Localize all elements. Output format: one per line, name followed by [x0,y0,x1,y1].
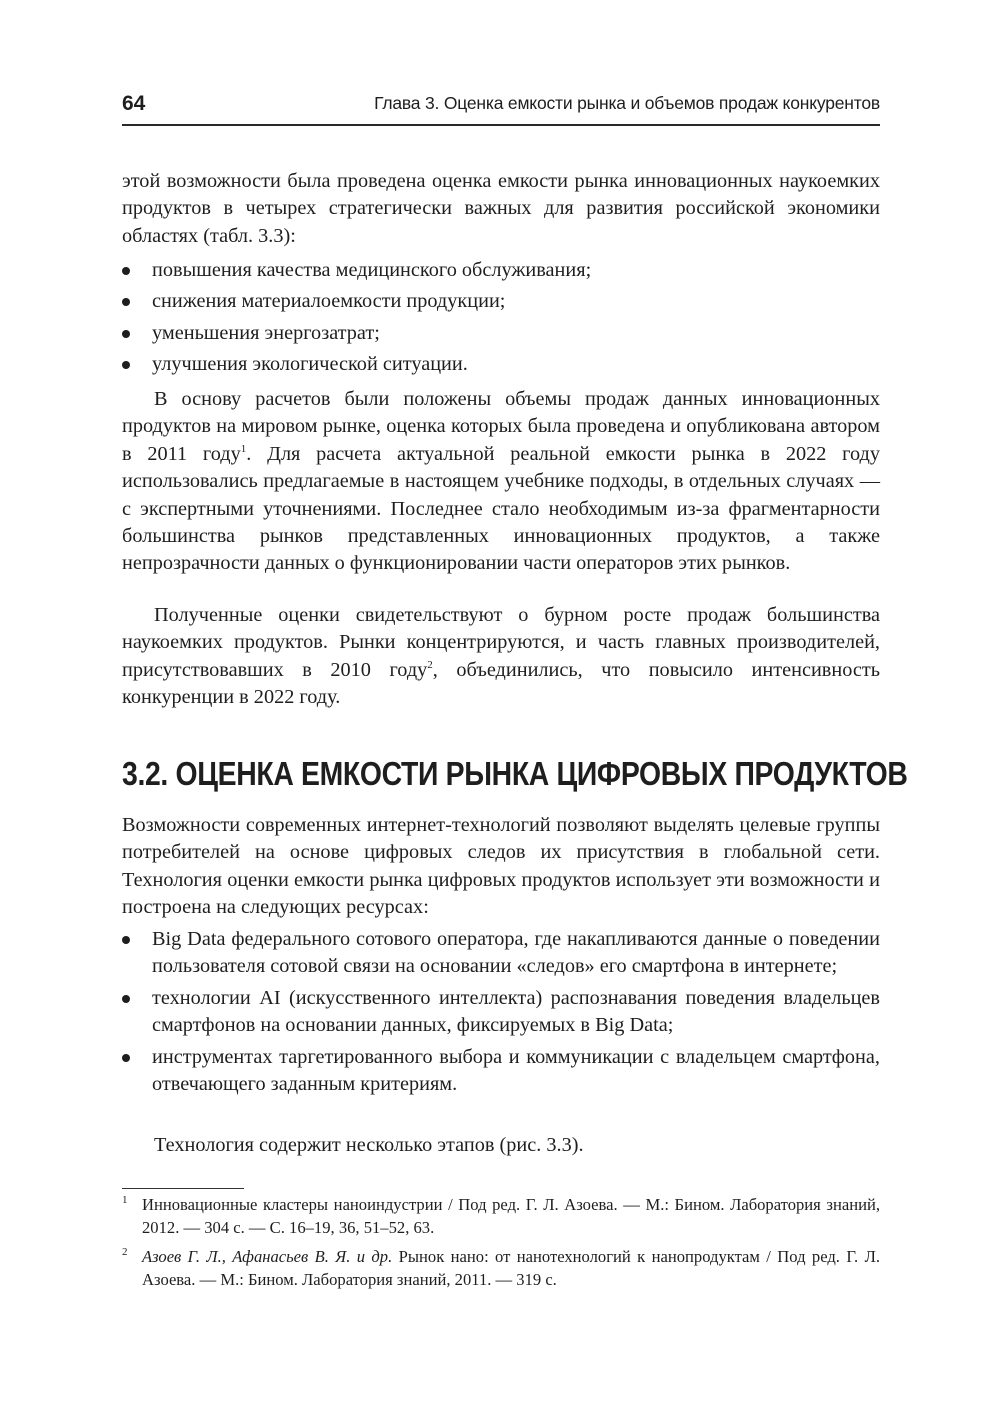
footnote-ref: 2 [427,659,433,672]
list-item: инструментах таргетированного выбора и коммуникации с владельцем смартфона, отвечающего заданным критериям. [122,1044,880,1099]
footnotes [122,1193,880,1297]
list-item: уменьшения энергозатрат; [122,320,880,347]
closing-paragraph: Технология содержит несколько этапов (рис. 3.3). [154,1134,584,1156]
results-paragraph: Полученные оценки свидетельствуют о бурном росте продаж большинства наукоемких продуктов. Рынки концентрируются, и часть главных производителей, присутствовавших в 2010 году$^2$, объединились, что повысило интенсивность конкуренции в 2022 году. [122,604,880,709]
bullet-icon [122,1054,130,1062]
bullet-icon [122,330,130,338]
chapter-title: Глава 3. Оценка емкости рынка и объемов продаж конкурентов [374,93,880,113]
intro-paragraph: этой возможности была проведена оценка емкости рынка инновационных наукоемких продуктов в четырех стратегически важных для развития российской экономики областях (табл. 3.3): [122,170,880,247]
running-header [122,88,880,126]
bullet-icon [122,936,130,944]
bullet-icon [122,298,130,306]
footnote-ref: 1 [240,443,247,456]
footnote: 2 Азоев Г. Л., Афанасьев В. Я. и др. Рынок нано: от нанотехнологий к нанопродуктам / Под ред. Г. Л. Азоева. — М.: Бином. Лаборатория знаний, 2011. — 319 с. [122,1245,880,1291]
footnote-mark: 2 [122,1246,128,1258]
bullet-icon [122,267,130,275]
list-item: улучшения экологической ситуации. [122,351,880,378]
basis-paragraph: В основу расчетов были положены объемы продаж данных инновационных продуктов на мировом рынке, оценка которых была проведена и опубликована автором в 2011 году$^1$. Для расчета актуальной реальной емкости рынка в 2022 году использовались предлагаемые в настоящем учебнике подходы, в отдельных случаях — с экспертными уточнениями. Последнее стало необходимым из-за фрагментарности большинства рынков представленных инновационных продуктов, а также непрозрачности данных о функционировании части операторов этих рынков. [122,388,880,575]
page-number: 64 [122,92,146,115]
footnote-mark: 1 [122,1194,128,1206]
section-intro: Возможности современных интернет-технологий позволяют выделять целевые группы потребителей на основе цифровых следов их присутствия в глобальной сети. Технология оценки емкости рынка цифровых продуктов использует эти возможности и построена на следующих ресурсах: [122,814,880,919]
areas-list [122,257,880,383]
bullet-icon [122,361,130,369]
list-item: технологии AI (искусственного интеллекта) распознавания поведения владельцев смартфонов на основании данных, фиксируемых в Big Data; [122,985,880,1040]
list-item: повышения качества медицинского обслуживания; [122,257,880,284]
section-heading: 3.2. ОЦЕНКА ЕМКОСТИ РЫНКА ЦИФРОВЫХ ПРОДУКТОВ [122,755,908,792]
list-item: Big Data федерального сотового оператора, где накапливаются данные о поведении пользователя сотовой связи на основании «следов» его смартфона в интернете; [122,926,880,981]
footnote-divider [122,1188,244,1189]
footnote: 1 Инновационные кластеры наноиндустрии / Под ред. Г. Л. Азоева. — М.: Бином. Лаборатория знаний, 2012. — 304 с. — С. 16–19, 36, 51–52, 63. [122,1193,880,1239]
footnote-author: Азоев Г. Л., Афанасьев В. Я. и др. [142,1247,393,1266]
resources-list [122,926,880,1102]
list-item: снижения материалоемкости продукции; [122,288,880,315]
bullet-icon [122,995,130,1003]
